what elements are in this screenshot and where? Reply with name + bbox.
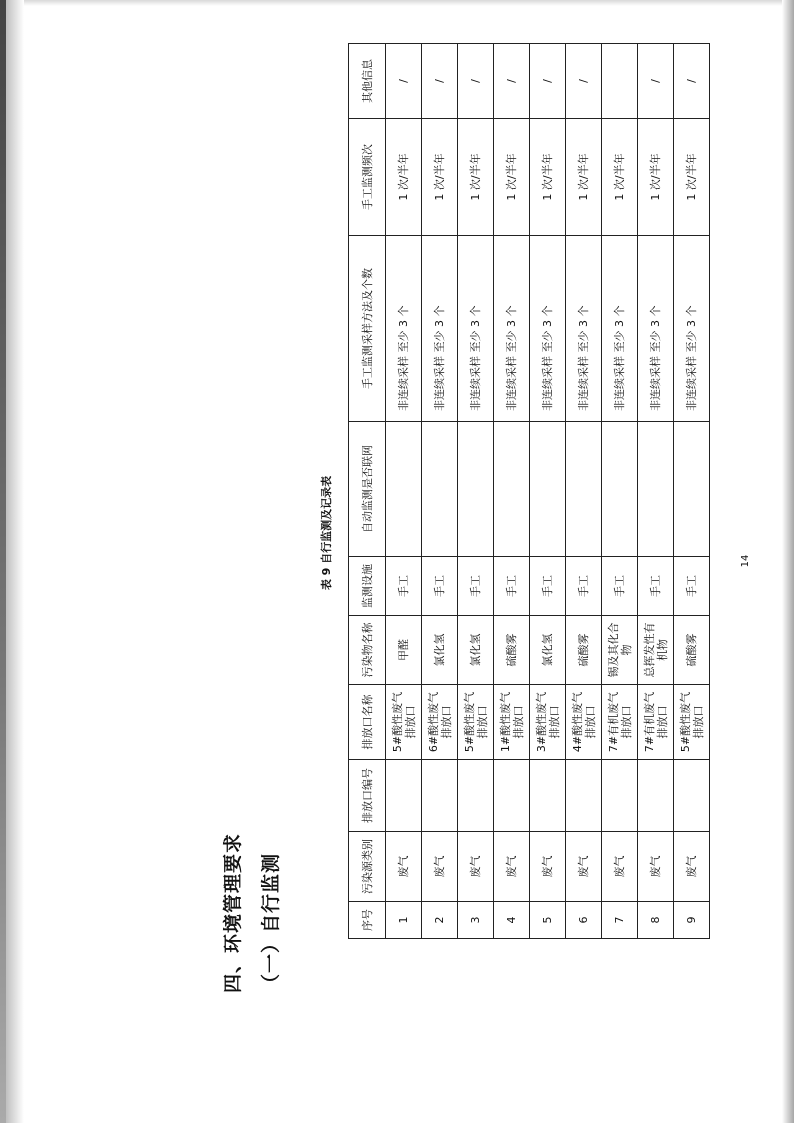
- table-row: [566, 44, 602, 939]
- table-row: [458, 44, 494, 939]
- cell-other-info: /: [674, 44, 710, 119]
- header-source-category: 污染源类别: [349, 832, 386, 902]
- cell-monitoring-facility: 手工: [530, 557, 566, 616]
- cell-source-category: 废气: [458, 832, 494, 902]
- subsection-heading: （一）自行监测: [260, 852, 282, 993]
- cell-auto-networked: [422, 422, 458, 557]
- cell-source-category: 废气: [674, 832, 710, 902]
- header-auto-networked: 自动监测是否联网: [349, 422, 386, 557]
- cell-sampling-method: 非连续采样 至少 3 个: [530, 236, 566, 422]
- cell-source-category: 废气: [566, 832, 602, 902]
- table-header-row: [349, 44, 386, 939]
- cell-monitoring-facility: 手工: [674, 557, 710, 616]
- cell-index: 4: [494, 902, 530, 939]
- cell-sampling-method: 非连续采样 至少 3 个: [494, 236, 530, 422]
- cell-outlet-name: 3#酸性废气排放口: [530, 685, 566, 760]
- cell-outlet-id: [566, 760, 602, 832]
- cell-outlet-name: 6#酸性废气排放口: [422, 685, 458, 760]
- cell-auto-networked: [386, 422, 422, 557]
- cell-pollutant: 锡及其化合物: [602, 616, 638, 685]
- cell-index: 2: [422, 902, 458, 939]
- cell-auto-networked: [494, 422, 530, 557]
- cell-frequency: 1 次/半年: [386, 119, 422, 236]
- cell-auto-networked: [566, 422, 602, 557]
- cell-frequency: 1 次/半年: [458, 119, 494, 236]
- cell-other-info: /: [494, 44, 530, 119]
- table-row: [530, 44, 566, 939]
- cell-source-category: 废气: [530, 832, 566, 902]
- cell-outlet-name: 7#有机废气排放口: [602, 685, 638, 760]
- cell-other-info: /: [638, 44, 674, 119]
- cell-sampling-method: 非连续采样 至少 3 个: [386, 236, 422, 422]
- cell-frequency: 1 次/半年: [638, 119, 674, 236]
- cell-auto-networked: [674, 422, 710, 557]
- cell-outlet-id: [458, 760, 494, 832]
- table-row: [602, 44, 638, 939]
- cell-index: 9: [674, 902, 710, 939]
- cell-pollutant: 硫酸雾: [566, 616, 602, 685]
- self-monitoring-table: [348, 43, 710, 939]
- cell-monitoring-facility: 手工: [386, 557, 422, 616]
- cell-index: 7: [602, 902, 638, 939]
- cell-source-category: 废气: [638, 832, 674, 902]
- cell-sampling-method: 非连续采样 至少 3 个: [674, 236, 710, 422]
- cell-outlet-name: 7#有机废气排放口: [638, 685, 674, 760]
- cell-outlet-name: 5#酸性废气排放口: [674, 685, 710, 760]
- cell-frequency: 1 次/半年: [494, 119, 530, 236]
- header-outlet-name: 排放口名称: [349, 685, 386, 760]
- cell-frequency: 1 次/半年: [566, 119, 602, 236]
- cell-auto-networked: [530, 422, 566, 557]
- header-outlet-id: 排放口编号: [349, 760, 386, 832]
- cell-pollutant: 硫酸雾: [494, 616, 530, 685]
- cell-sampling-method: 非连续采样 至少 3 个: [566, 236, 602, 422]
- cell-outlet-name: 5#酸性废气排放口: [458, 685, 494, 760]
- table-row: [386, 44, 422, 939]
- cell-monitoring-facility: 手工: [422, 557, 458, 616]
- cell-source-category: 废气: [422, 832, 458, 902]
- cell-monitoring-facility: 手工: [638, 557, 674, 616]
- cell-sampling-method: 非连续采样 至少 3 个: [458, 236, 494, 422]
- header-monitoring-facility: 监测设施: [349, 557, 386, 616]
- cell-pollutant: 甲醛: [386, 616, 422, 685]
- cell-outlet-id: [530, 760, 566, 832]
- table-row: [422, 44, 458, 939]
- cell-outlet-id: [494, 760, 530, 832]
- header-pollutant: 污染物名称: [349, 616, 386, 685]
- cell-outlet-name: 1#酸性废气排放口: [494, 685, 530, 760]
- table-row: [674, 44, 710, 939]
- cell-other-info: /: [386, 44, 422, 119]
- cell-index: 6: [566, 902, 602, 939]
- cell-frequency: 1 次/半年: [530, 119, 566, 236]
- cell-pollutant: 氯化氢: [422, 616, 458, 685]
- cell-outlet-id: [422, 760, 458, 832]
- cell-sampling-method: 非连续采样 至少 3 个: [422, 236, 458, 422]
- cell-outlet-id: [386, 760, 422, 832]
- page-number: 14: [740, 554, 751, 568]
- table-row: [494, 44, 530, 939]
- header-frequency: 手工监测频次: [349, 119, 386, 236]
- header-sampling-method: 手工监测采样方法及个数: [349, 236, 386, 422]
- section-heading: 四、环境管理要求: [222, 832, 244, 993]
- cell-auto-networked: [458, 422, 494, 557]
- cell-source-category: 废气: [386, 832, 422, 902]
- cell-other-info: /: [422, 44, 458, 119]
- cell-pollutant: 氯化氢: [530, 616, 566, 685]
- header-index: 序号: [349, 902, 386, 939]
- cell-monitoring-facility: 手工: [458, 557, 494, 616]
- header-other-info: 其他信息: [349, 44, 386, 119]
- table-caption: 表 9 自行监测及记录表: [320, 475, 333, 591]
- cell-sampling-method: 非连续采样 至少 3 个: [602, 236, 638, 422]
- cell-outlet-name: 4#酸性废气排放口: [566, 685, 602, 760]
- cell-index: 8: [638, 902, 674, 939]
- cell-monitoring-facility: 手工: [602, 557, 638, 616]
- cell-index: 3: [458, 902, 494, 939]
- cell-auto-networked: [602, 422, 638, 557]
- cell-other-info: /: [458, 44, 494, 119]
- cell-auto-networked: [638, 422, 674, 557]
- cell-pollutant: 硫酸雾: [674, 616, 710, 685]
- cell-source-category: 废气: [602, 832, 638, 902]
- cell-source-category: 废气: [494, 832, 530, 902]
- cell-frequency: 1 次/半年: [674, 119, 710, 236]
- cell-other-info: /: [566, 44, 602, 119]
- cell-frequency: 1 次/半年: [602, 119, 638, 236]
- cell-monitoring-facility: 手工: [494, 557, 530, 616]
- cell-sampling-method: 非连续采样 至少 3 个: [638, 236, 674, 422]
- cell-pollutant: 总挥发性有机物: [638, 616, 674, 685]
- cell-frequency: 1 次/半年: [422, 119, 458, 236]
- table-row: [638, 44, 674, 939]
- cell-outlet-name: 5#酸性废气排放口: [386, 685, 422, 760]
- cell-pollutant: 氯化氢: [458, 616, 494, 685]
- cell-other-info: /: [530, 44, 566, 119]
- cell-outlet-id: [638, 760, 674, 832]
- cell-other-info: [602, 44, 638, 119]
- cell-monitoring-facility: 手工: [566, 557, 602, 616]
- cell-index: 1: [386, 902, 422, 939]
- cell-outlet-id: [602, 760, 638, 832]
- cell-index: 5: [530, 902, 566, 939]
- cell-outlet-id: [674, 760, 710, 832]
